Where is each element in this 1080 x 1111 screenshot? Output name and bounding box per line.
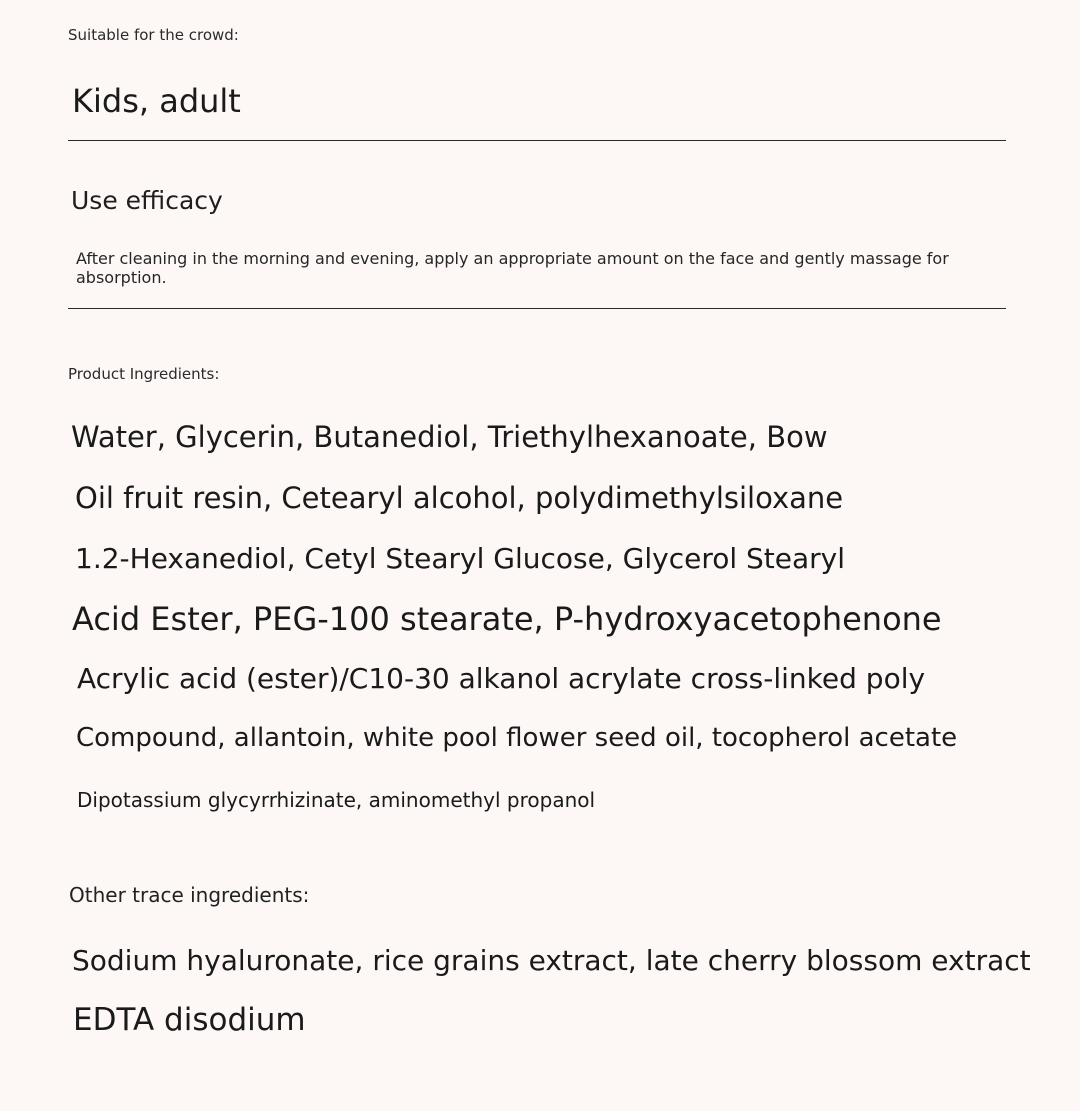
ingredient-line: Compound, allantoin, white pool flower seed oil, tocopherol acetate xyxy=(76,723,958,753)
ingredient-line: Acid Ester, PEG-100 stearate, P-hydroxyacetophenone xyxy=(72,600,942,638)
ingredients-label: Product Ingredients: xyxy=(68,365,220,383)
ingredient-line: Dipotassium glycyrrhizinate, aminomethyl propanol xyxy=(77,788,596,812)
ingredient-line: 1.2-Hexanediol, Cetyl Stearyl Glucose, Glycerol Stearyl xyxy=(75,542,846,575)
efficacy-title: Use efficacy xyxy=(71,186,223,215)
efficacy-description: After cleaning in the morning and evening, apply an appropriate amount on the face and gently massage for absorption. xyxy=(76,249,949,287)
divider-efficacy xyxy=(68,308,1006,309)
trace-line: EDTA disodium xyxy=(73,1002,306,1038)
trace-label: Other trace ingredients: xyxy=(69,883,310,907)
ingredient-line: Acrylic acid (ester)/C10-30 alkanol acrylate cross-linked poly xyxy=(77,662,926,695)
crowd-value: Kids, adult xyxy=(72,82,241,120)
ingredient-line: Water, Glycerin, Butanediol, Triethylhexanoate, Bow xyxy=(71,420,828,454)
divider-crowd xyxy=(68,140,1006,141)
crowd-label: Suitable for the crowd: xyxy=(68,26,239,44)
trace-line: Sodium hyaluronate, rice grains extract, late cherry blossom extract xyxy=(72,944,1031,977)
ingredient-line: Oil fruit resin, Cetearyl alcohol, polydimethylsiloxane xyxy=(75,481,844,515)
